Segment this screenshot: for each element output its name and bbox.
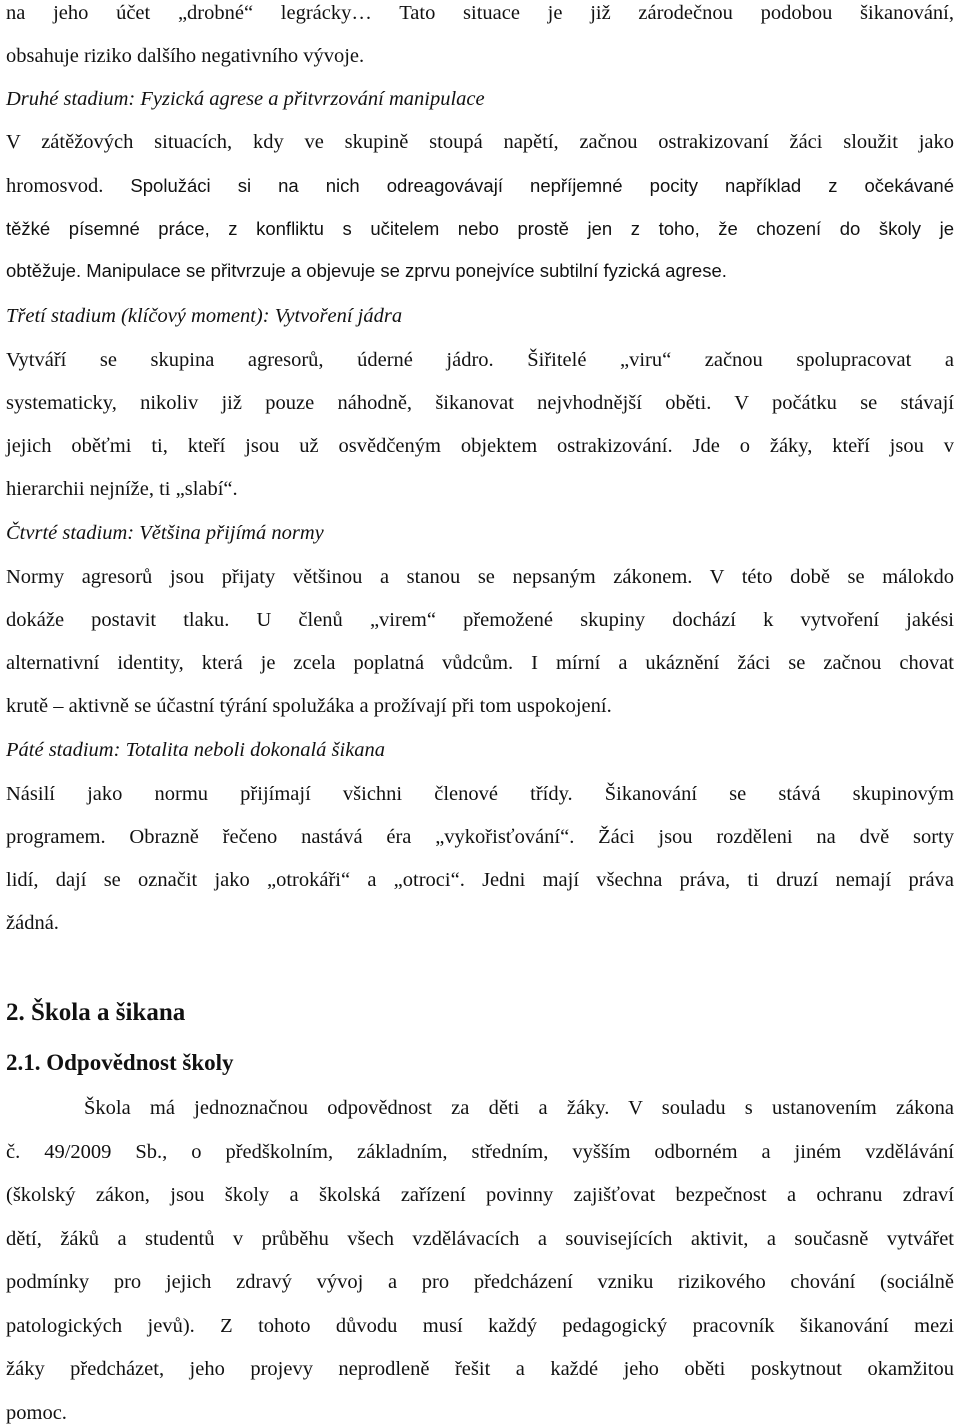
paragraph-line: pomoc. [6,1402,67,1424]
paragraph-fragment: Manipulace se přitvrzuje a objevuje se zprvu ponejvíce subtilní fyzická agrese. [86,260,727,281]
paragraph-line: Škola má jednoznačnou odpovědnost za děti a žáky. V souladu s ustanovením zákona [84,1097,954,1119]
paragraph-line: lidí, dají se označit jako „otrokáři“ a „otroci“. Jedni mají všechna práva, ti druzí nemají práva [6,869,954,891]
paragraph-line: na jeho účet „drobné“ legrácky… Tato situace je již zárodečnou podobou šikanování, [6,2,954,24]
paragraph-line: (školský zákon, jsou školy a školská zařízení povinny zajišťovat bezpečnost a ochranu zdraví [6,1184,954,1206]
stage-heading: Páté stadium: Totalita neboli dokonalá šikana [6,739,386,761]
paragraph-line: Vytváří se skupina agresorů, úderné jádro. Šiřitelé „viru“ začnou spolupracovat a [6,349,954,371]
paragraph-line: krutě – aktivně se účastní týrání spolužáka a prožívají při tom uspokojení. [6,695,612,717]
paragraph-fragment: , o předškolním, základním, středním, vyšším odborném a jiném vzdělávání [162,1141,954,1163]
paragraph-line: dokáže postavit tlaku. U členů „virem“ přemožené skupiny dochází k vytvoření jakési [6,609,954,631]
section-heading: 2.1. Odpovědnost školy [6,1050,234,1075]
paragraph-line: alternativní identity, která je zcela poplatná vůdcům. I mírní a ukáznění žáci se začnou chovat [6,652,954,674]
paragraph-line: hierarchii nejníže, ti „slabí“. [6,478,238,500]
paragraph-fragment: obtěžuje. [6,260,82,281]
paragraph-line: dětí, žáků a studentů v průběhu všech vzdělávacích a souvisejících aktivit, a současně vytvářet [6,1228,954,1250]
stage-heading: Třetí stadium (klíčový moment): Vytvoření jádra [6,305,403,327]
paragraph-line: programem. Obrazně řečeno nastává éra „vykořisťování“. Žáci jsou rozděleni na dvě sorty [6,826,954,848]
chapter-heading: 2. Škola a šikana [6,999,186,1026]
paragraph-fragment: č. 49/2009 Sb. [6,1141,163,1163]
paragraph-line: obsahuje riziko dalšího negativního vývoje. [6,45,365,67]
stage-heading: Čtvrté stadium: Většina přijímá normy [6,522,324,544]
paragraph-line: podmínky pro jejich zdravý vývoj a pro předcházení vzniku rizikového chování (sociálně [6,1271,954,1293]
paragraph-line: patologických jevů). Z tohoto důvodu musí každý pedagogický pracovník šikanování mezi [6,1315,954,1337]
paragraph-line [6,259,727,283]
paragraph-line: systematicky, nikoliv již pouze náhodně, šikanovat nejvhodnější oběti. V počátku se stávají [6,392,954,414]
paragraph-line: Násilí jako normu přijímají všichni členové třídy. Šikanování se stává skupinovým [6,783,954,805]
paragraph-fragment: hromosvod. [6,175,104,197]
paragraph-line [6,1140,954,1164]
paragraph-line: těžké písemné práce, z konfliktu s učitelem nebo prostě jen z toho, že chození do školy je [6,218,954,239]
paragraph-line: jejich oběťmi ti, kteří jsou už osvědčeným objektem ostrakizování. Jde o žáky, kteří jsou v [6,435,954,457]
paragraph-line: žáky předcházet, jeho projevy neprodleně řešit a každé jeho oběti poskytnout okamžitou [6,1358,954,1380]
paragraph-line: Normy agresorů jsou přijaty většinou a stanou se nepsaným zákonem. V této době se málokdo [6,566,954,588]
stage-heading: Druhé stadium: Fyzická agrese a přitvrzování manipulace [6,88,485,110]
paragraph-line: žádná. [6,912,59,934]
paragraph-fragment: Spolužáci si na nich odreagovávají nepříjemné pocity například z očekávané [130,175,954,196]
paragraph-line [6,174,954,198]
paragraph-line: V zátěžových situacích, kdy ve skupině stoupá napětí, začnou ostrakizovaní žáci sloužit jako [6,131,954,153]
